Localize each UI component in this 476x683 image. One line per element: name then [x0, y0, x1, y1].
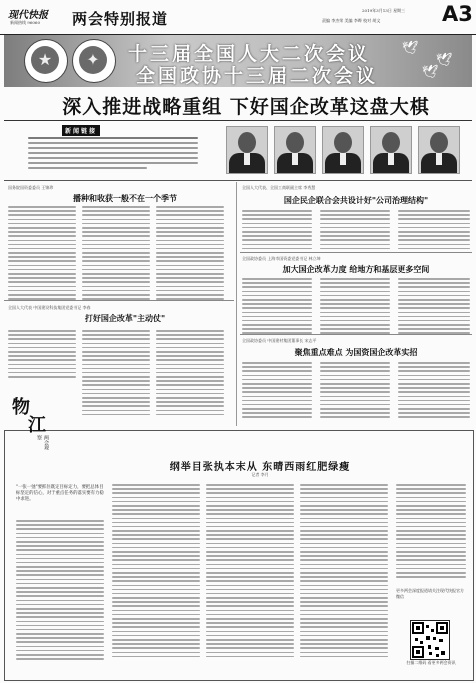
portrait-photo	[322, 126, 364, 174]
banner-line-npc: 十三届全国人大二次会议	[128, 43, 371, 65]
article-body	[242, 278, 312, 337]
divider	[240, 334, 472, 335]
article-title: 聚焦重点难点 为国资国企改革实招	[294, 347, 418, 357]
article-title: 加大国企改革力度 给地方和基层更多空间	[282, 264, 430, 274]
qr-caption: 扫描二维码 看更多两会资讯	[406, 660, 456, 665]
column-title: 纲举目张执本末从 东晴西雨红肥绿瘦	[169, 462, 351, 473]
dove-icon: 🕊	[402, 41, 419, 56]
column-divider	[236, 182, 237, 426]
portrait-photo	[370, 126, 412, 174]
editor-credits: 责编 李杰荣 美编 李晔 校对 胡文	[322, 18, 381, 23]
column-body	[396, 484, 466, 580]
column-logo-subtitle: 两会观察	[36, 435, 49, 450]
banner-line-cppcc: 全国政协十三届二次会议	[136, 65, 379, 87]
national-emblem-icon: ★	[24, 39, 68, 83]
article-body	[242, 362, 312, 421]
qr-code-icon[interactable]	[410, 620, 450, 660]
page-number: A3	[442, 2, 473, 26]
article-kicker: 全国政协委员 中国建材集团董事长 宋志平	[242, 338, 317, 343]
pull-quote: "一张一弛"要抓住既定目标定力，要把总体目标坚定的信心，对于重点任务的落实要有力稳中求进。	[16, 485, 104, 502]
delegate-portraits	[222, 122, 472, 174]
article-kicker: 全国人大代表、全国工商联副主席 李秀慧	[242, 185, 316, 190]
divider	[240, 252, 472, 253]
dove-icon: 🕊	[422, 65, 439, 80]
divider	[4, 180, 472, 181]
article-body	[8, 206, 76, 302]
section-title: 两会特别报道	[72, 10, 169, 28]
column-logo	[10, 393, 60, 453]
masthead	[0, 0, 476, 35]
article-body	[398, 362, 470, 421]
cppcc-emblem-icon: ✦	[72, 39, 116, 83]
news-link-text	[28, 137, 198, 172]
article-title: 播种和收获一般不在一个季节	[73, 193, 177, 203]
article-body	[398, 278, 470, 337]
article-kicker: 全国人大代表 中国建设科技集团党委书记 李春	[8, 305, 91, 310]
article-body	[242, 210, 312, 256]
column-author: 记者 李月	[251, 472, 269, 477]
article-kicker: 全国政协委员 上海市国资委党委书记 林立坤	[242, 256, 321, 261]
column-body	[16, 520, 104, 662]
paper-name: 现代快报	[8, 10, 48, 21]
article-body	[320, 362, 390, 421]
article-body	[82, 330, 150, 418]
article-body	[156, 206, 224, 302]
portrait-photo	[418, 126, 460, 174]
article-title: 打好国企改革"主动仗"	[84, 313, 166, 323]
article-title: 国企民企联合会共设计好"公司治理结构"	[283, 195, 429, 205]
divider	[4, 300, 234, 301]
column-body	[112, 484, 200, 660]
two-sessions-banner	[4, 35, 472, 87]
column-logo-char: 物	[12, 397, 30, 418]
news-link-label: 新闻链接	[62, 125, 100, 136]
divider	[4, 120, 472, 121]
paper-hotline: 新闻热线 96060	[10, 20, 40, 25]
issue-date: 2019年3月13日 星期三	[362, 8, 406, 13]
main-headline: 深入推进战略重组 下好国企改革这盘大棋	[62, 96, 430, 118]
article-body	[320, 210, 390, 256]
article-body	[398, 210, 470, 256]
article-body	[156, 330, 224, 418]
column-logo-char: 江	[28, 415, 46, 436]
column-note: 更多两会深度报道请关注现代快报官方微信	[396, 588, 464, 599]
portrait-photo	[226, 126, 268, 174]
portrait-photo	[274, 126, 316, 174]
article-body	[320, 278, 390, 337]
article-kicker: 国务院国资委委员 王锦珍	[8, 185, 54, 190]
article-body	[8, 330, 76, 380]
column-body	[206, 484, 294, 660]
column-body	[300, 484, 388, 660]
article-body	[82, 206, 150, 302]
dove-icon: 🕊	[436, 53, 453, 68]
